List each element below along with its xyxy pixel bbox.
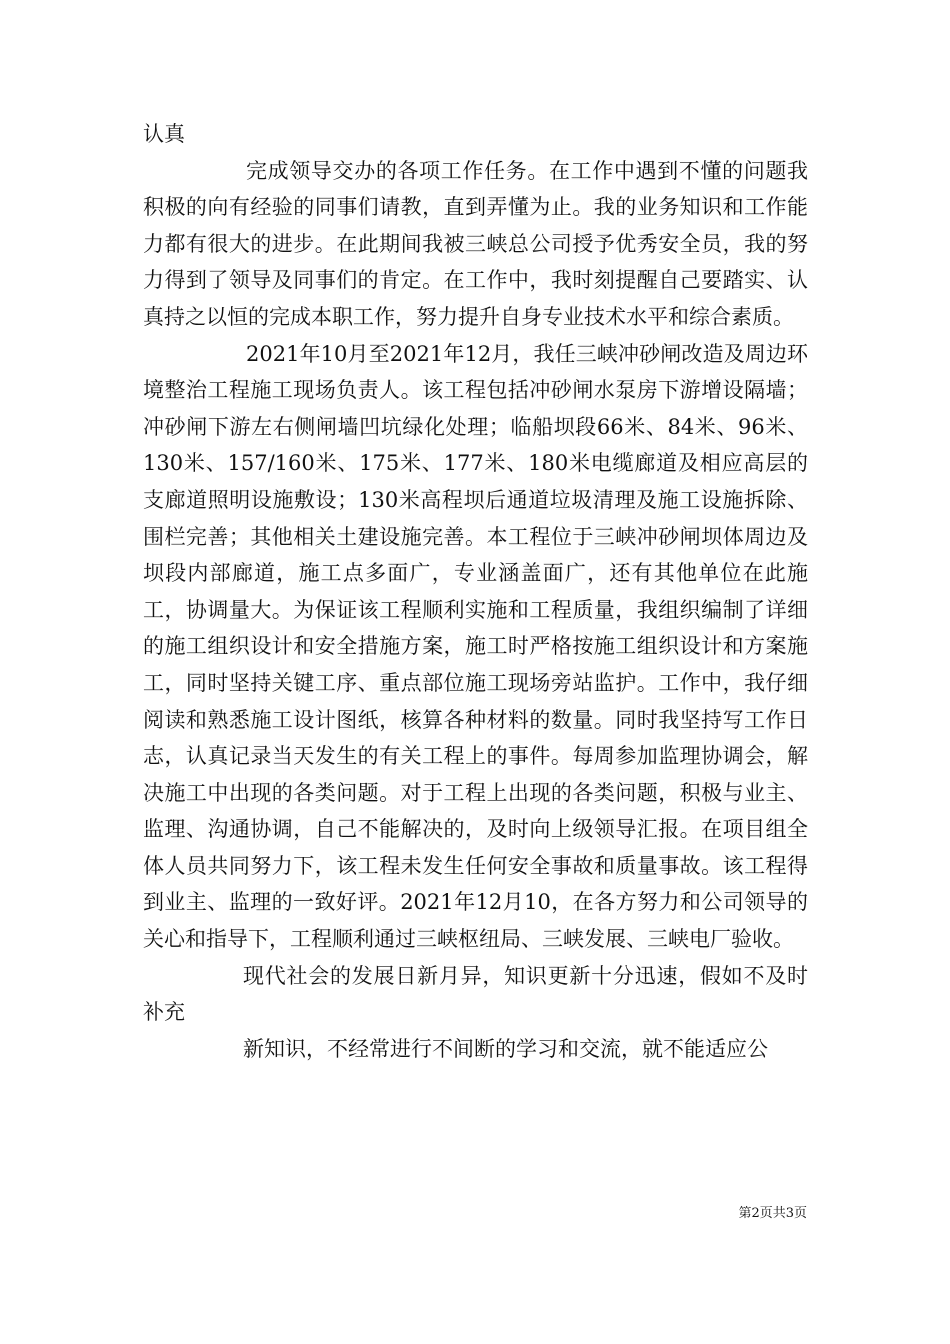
paragraph-project-manager: 2021年10月至2021年12月，我任三峡冲砂闸改造及周边环境整治工程施工现场负责人。该工程包括冲砂闸水泵房下游增设隔墙；冲砂闸下游左右侧闸墙凹坑绿化处理；临船坝段66米、84米、96米、130米、157/160米、175米、177米、180米电缆廊道及相应高层的支廊道照明设施敷设；130米高程坝后通道垃圾清理及施工设施拆除、围栏完善；其他相关土建设施完善。本工程位于三峡冲砂闸坝体周边及坝段内部廊道，施工点多面广，专业涵盖面广，还有其他单位在此施工，协调量大。为保证该工程顺利实施和工程质量，我组织编制了详细的施工组织设计和安全措施方案，施工时严格按施工组织设计和方案施工，同时坚持关键工序、重点部位施工现场旁站监护。工作中，我仔细阅读和熟悉施工设计图纸，核算各种材料的数量。同时我坚持写工作日志，认真记录当天发生的有关工程上的事件。每周参加监理协调会，解决施工中出现的各类问题。对于工程上出现的各类问题，积极与业主、监理、沟通协调，自己不能解决的，及时向上级领导汇报。在项目组全体人员共同努力下，该工程未发生任何安全事故和质量事故。该工程得到业主、监理的一致好评。2021年12月10，在各方努力和公司领导的关心和指导下，工程顺利通过三峡枢纽局、三峡发展、三峡电厂验收。 (143, 341, 808, 952)
paragraph-continued: 新知识，不经常进行不间断的学习和交流，就不能适应公 (243, 1036, 768, 1061)
paragraph-fragment-start: 认真 (143, 122, 185, 146)
paragraph-knowledge-update: 现代社会的发展日新月异，知识更新十分迅速，假如不及时补充 (143, 963, 808, 1025)
document-body (143, 116, 808, 1067)
page-number-footer: 第2页共3页 (738, 1206, 807, 1221)
paragraph-work-tasks: 完成领导交办的各项工作任务。在工作中遇到不懂的问题我积极的向有经验的同事们请教，直到弄懂为止。我的业务知识和工作能力都有很大的进步。在此期间我被三峡总公司授予优秀安全员，我的努力得到了领导及同事们的肯定。在工作中，我时刻提醒自己要踏实、认真持之以恒的完成本职工作，努力提升自身专业技术水平和综合素质。 (143, 158, 808, 329)
